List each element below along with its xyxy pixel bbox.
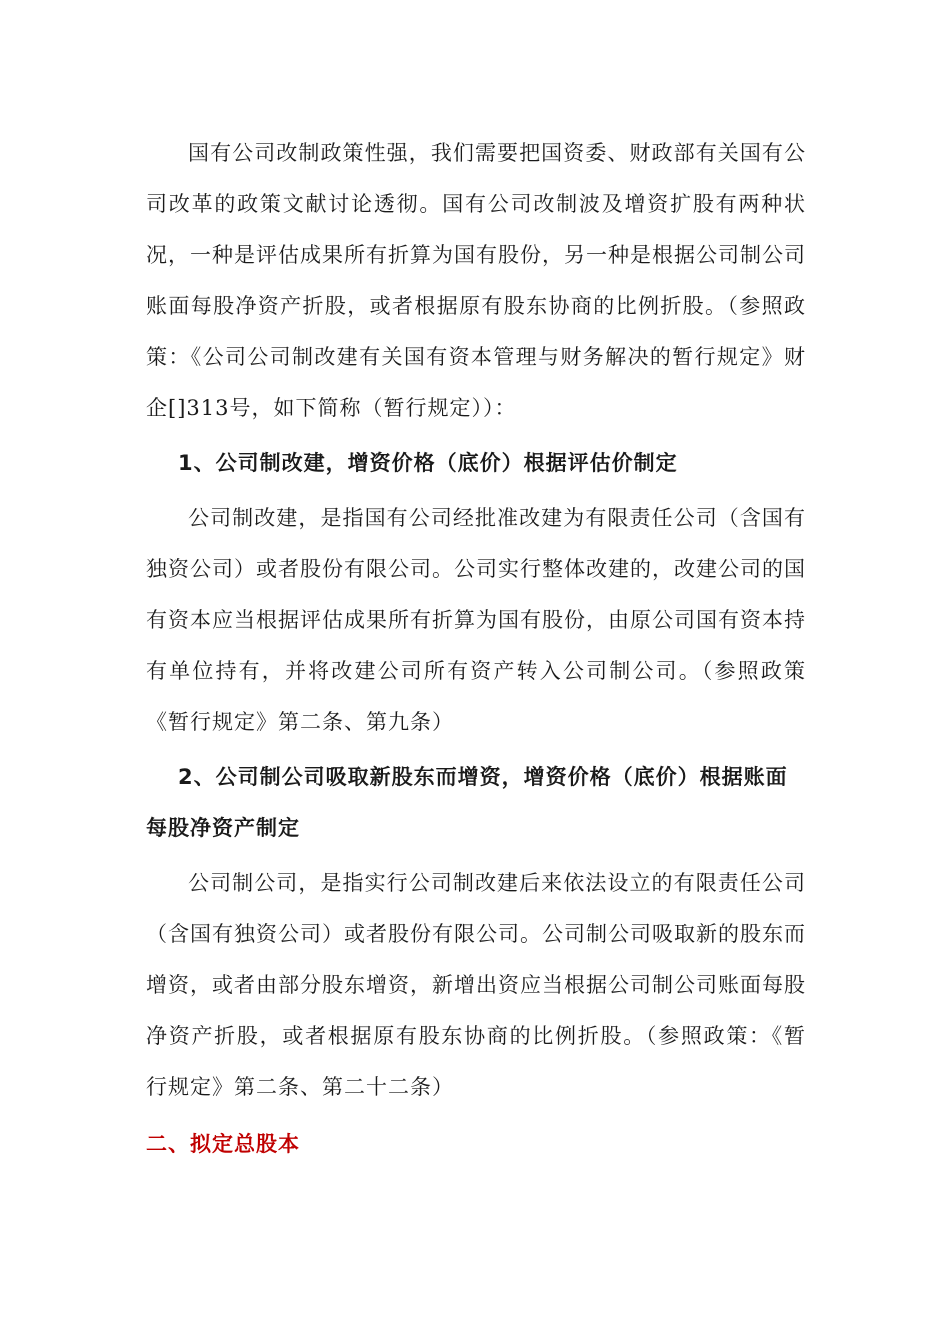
item-2-heading: 2、公司制公司吸取新股东而增资，增资价格（底价）根据账面每股净资产制定 — [146, 765, 788, 840]
document-body — [146, 128, 806, 1170]
section-two-title: 二、拟定总股本 — [146, 1132, 300, 1156]
item-2-body: 公司制公司，是指实行公司制改建后来依法设立的有限责任公司（含国有独资公司）或者股份有限公司。公司制公司吸取新的股东而增资，或者由部分股东增资，新增出资应当根据公司制公司账面每股净资产折股，或者根据原有股东协商的比例折股。（参照政策：《暂行规定》第二条、第二十二条） — [146, 871, 806, 1099]
intro-paragraph: 国有公司改制政策性强，我们需要把国资委、财政部有关国有公司改革的政策文献讨论透彻。国有公司改制波及增资扩股有两种状况，一种是评估成果所有折算为国有股份，另一种是根据公司制公司账面每股净资产折股，或者根据原有股东协商的比例折股。（参照政策：《公司公司制改建有关国有资本管理与财务解决的暂行规定》财企[]313号，如下简称（暂行规定））： — [146, 141, 806, 420]
item-1-heading: 1、公司制改建，增资价格（底价）根据评估价制定 — [178, 451, 678, 475]
item-1-body: 公司制改建，是指国有公司经批准改建为有限责任公司（含国有独资公司）或者股份有限公司。公司实行整体改建的，改建公司的国有资本应当根据评估成果所有折算为国有股份，由原公司国有资本持有单位持有，并将改建公司所有资产转入公司制公司。（参照政策《暂行规定》第二条、第九条） — [146, 506, 806, 734]
